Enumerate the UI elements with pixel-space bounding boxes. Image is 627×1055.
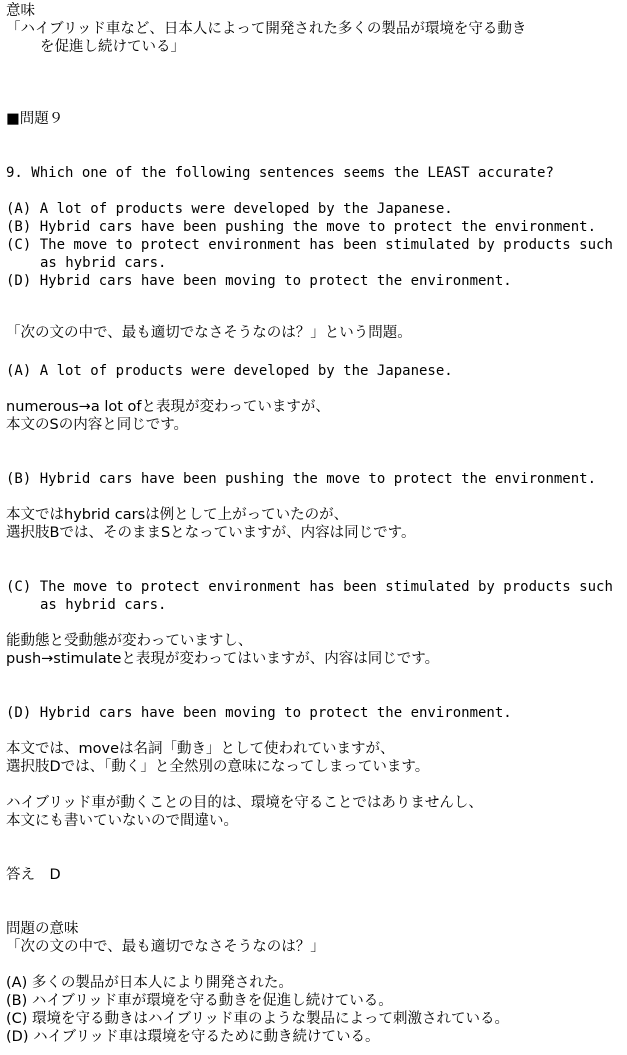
meaning-line: 「ハイブリッド車など、日本人によって開発された多くの製品が環境を守る動き: [6, 21, 527, 37]
analysis-note: push→stimulateと表現が変わってはいますが、内容は同じです。: [6, 651, 440, 667]
option-a: (A) A lot of products were developed by the Japanese.: [6, 201, 453, 217]
analysis-option-b: (B) Hybrid cars have been pushing the move to protect the environment.: [6, 471, 597, 487]
analysis-note: 選択肢Bでは、そのままSとなっていますが、内容は同じです。: [6, 525, 416, 541]
meaning-heading: 意味: [6, 3, 35, 19]
analysis-note: 能動態と受動態が変わっていますし、: [6, 633, 253, 649]
translation-c: (C) 環境を守る動きはハイブリッド車のような製品によって刺激されている。: [6, 1011, 509, 1027]
option-c-continued: as hybrid cars.: [40, 255, 167, 271]
translation-d: (D) ハイブリッド車は環境を守るために動き続けている。: [6, 1029, 380, 1045]
question-text: 9. Which one of the following sentences seems the LEAST accurate?: [6, 165, 554, 181]
meaning-line: を促進し続けている」: [40, 39, 185, 55]
answer: 答え D: [6, 867, 61, 883]
analysis-note: numerous→a lot ofと表現が変わっていますが、: [6, 399, 330, 415]
analysis-note: ハイブリッド車が動くことの目的は、環境を守ることではありませんし、: [6, 795, 483, 811]
analysis-option-c: (C) The move to protect environment has been stimulated by products such: [6, 579, 613, 595]
translation-heading: 問題の意味: [6, 921, 79, 937]
question-heading: ■問題９: [6, 111, 64, 127]
analysis-option-d: (D) Hybrid cars have been moving to protect the environment.: [6, 705, 512, 721]
question-intro: 「次の文の中で、最も適切でなさそうなのは？」という問題。: [6, 325, 412, 341]
analysis-note: 本文では、moveは名詞「動き」として使われていますが、: [6, 741, 395, 757]
option-c: (C) The move to protect environment has been stimulated by products such: [6, 237, 613, 253]
option-b: (B) Hybrid cars have been pushing the move to protect the environment.: [6, 219, 597, 235]
translation-b: (B) ハイブリッド車が環境を守る動きを促進し続けている。: [6, 993, 393, 1009]
translation-question: 「次の文の中で、最も適切でなさそうなのは？」: [6, 939, 325, 955]
analysis-note: 選択肢Dでは、「動く」と全然別の意味になってしまっています。: [6, 759, 430, 775]
analysis-note: 本文ではhybrid carsは例として上がっていたのが、: [6, 507, 349, 523]
option-d: (D) Hybrid cars have been moving to protect the environment.: [6, 273, 512, 289]
analysis-option-c-continued: as hybrid cars.: [40, 597, 167, 613]
translation-a: (A) 多くの製品が日本人により開発された。: [6, 975, 293, 991]
analysis-option-a: (A) A lot of products were developed by the Japanese.: [6, 363, 453, 379]
analysis-note: 本文にも書いていないので間違い。: [6, 813, 238, 829]
analysis-note: 本文のSの内容と同じです。: [6, 417, 189, 433]
